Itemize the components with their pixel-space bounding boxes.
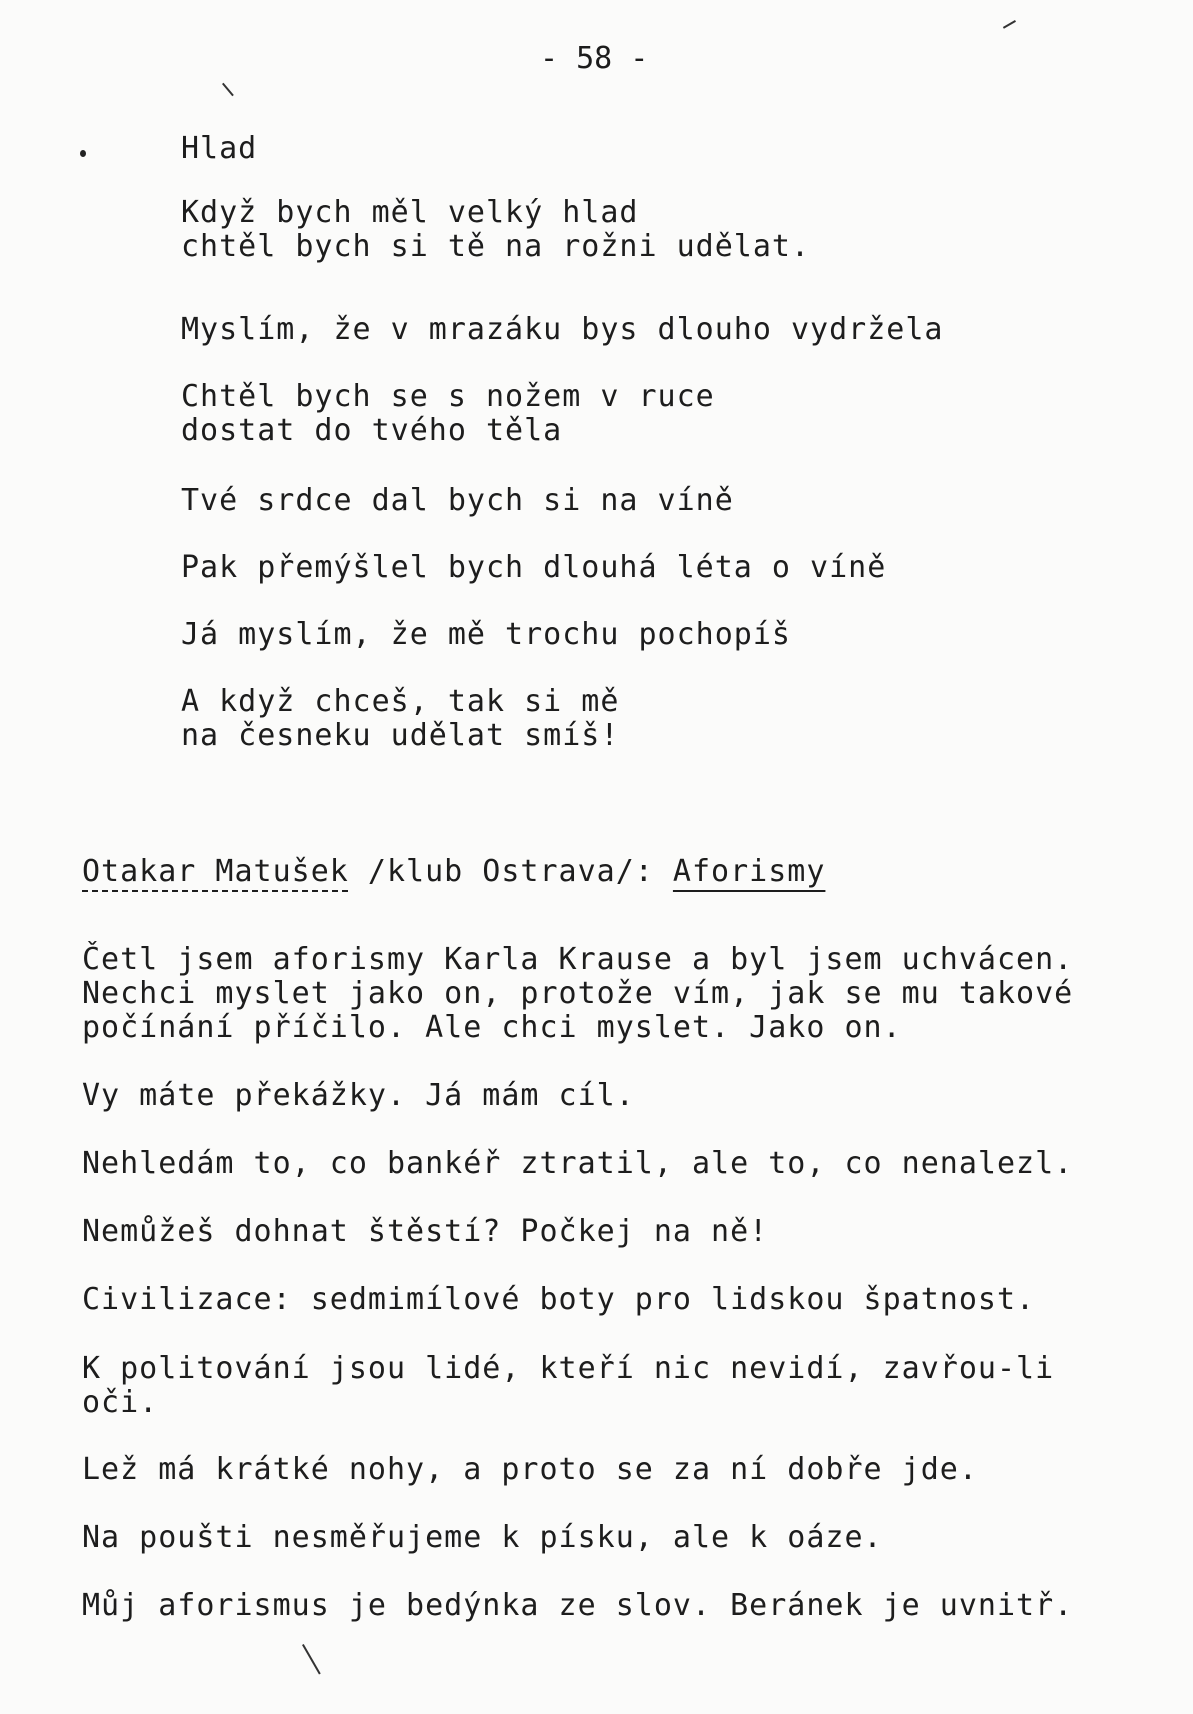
- section-heading: [82, 855, 825, 889]
- poem-line: Pak přemýšlel bych dlouhá léta o víně: [181, 550, 887, 585]
- aphorism-line: oči.: [82, 1385, 159, 1420]
- page-number: - 58 -: [540, 41, 649, 76]
- poem-line: Myslím, že v mrazáku bys dlouho vydržela: [181, 312, 944, 347]
- poem-title: Hlad: [181, 131, 258, 166]
- aphorism-line: Nemůžeš dohnat štěstí? Počkej na ně!: [82, 1214, 769, 1249]
- scan-mark: [302, 1644, 321, 1674]
- poem-line: Chtěl bych se s nožem v ruce: [181, 379, 715, 414]
- aphorism-line: počínání příčilo. Ale chci myslet. Jako on.: [82, 1010, 902, 1045]
- poem-line: Já myslím, že mě trochu pochopíš: [181, 617, 791, 652]
- aphorism-line: Na poušti nesměřujeme k písku, ale k oáze.: [82, 1520, 883, 1555]
- poem-line: A když chceš, tak si mě: [181, 684, 620, 719]
- aphorism-line: Civilizace: sedmimílové boty pro lidskou špatnost.: [82, 1282, 1036, 1317]
- aphorism-line: Nechci myslet jako on, protože vím, jak se mu takové: [82, 976, 1074, 1011]
- aphorism-line: Vy máte překážky. Já mám cíl.: [82, 1078, 635, 1113]
- author-name: Otakar Matušek: [82, 854, 349, 889]
- aphorism-line: Lež má krátké nohy, a proto se za ní dobře jde.: [82, 1452, 978, 1487]
- aphorism-line: K politování jsou lidé, kteří nic nevidí, zavřou-li: [82, 1351, 1055, 1386]
- scan-speck: [80, 150, 86, 157]
- section-title: Aforismy: [672, 854, 826, 889]
- scan-mark: [1003, 20, 1016, 29]
- aphorism-line: Můj aforismus je bedýnka ze slov. Beránek je uvnitř.: [82, 1588, 1074, 1623]
- aphorism-line: Nehledám to, co bankéř ztratil, ale to, co nenalezl.: [82, 1146, 1074, 1181]
- aphorism-line: Četl jsem aforismy Karla Krause a byl jsem uchvácen.: [82, 942, 1074, 977]
- poem-line: na česneku udělat smíš!: [181, 718, 620, 753]
- poem-line: chtěl bych si tě na rožni udělat.: [181, 229, 811, 264]
- scan-mark: [222, 83, 234, 97]
- author-club: /klub Ostrava/:: [348, 854, 673, 889]
- poem-line: Tvé srdce dal bych si na víně: [181, 483, 734, 518]
- poem-line: dostat do tvého těla: [181, 413, 563, 448]
- poem-line: Když bych měl velký hlad: [181, 195, 639, 230]
